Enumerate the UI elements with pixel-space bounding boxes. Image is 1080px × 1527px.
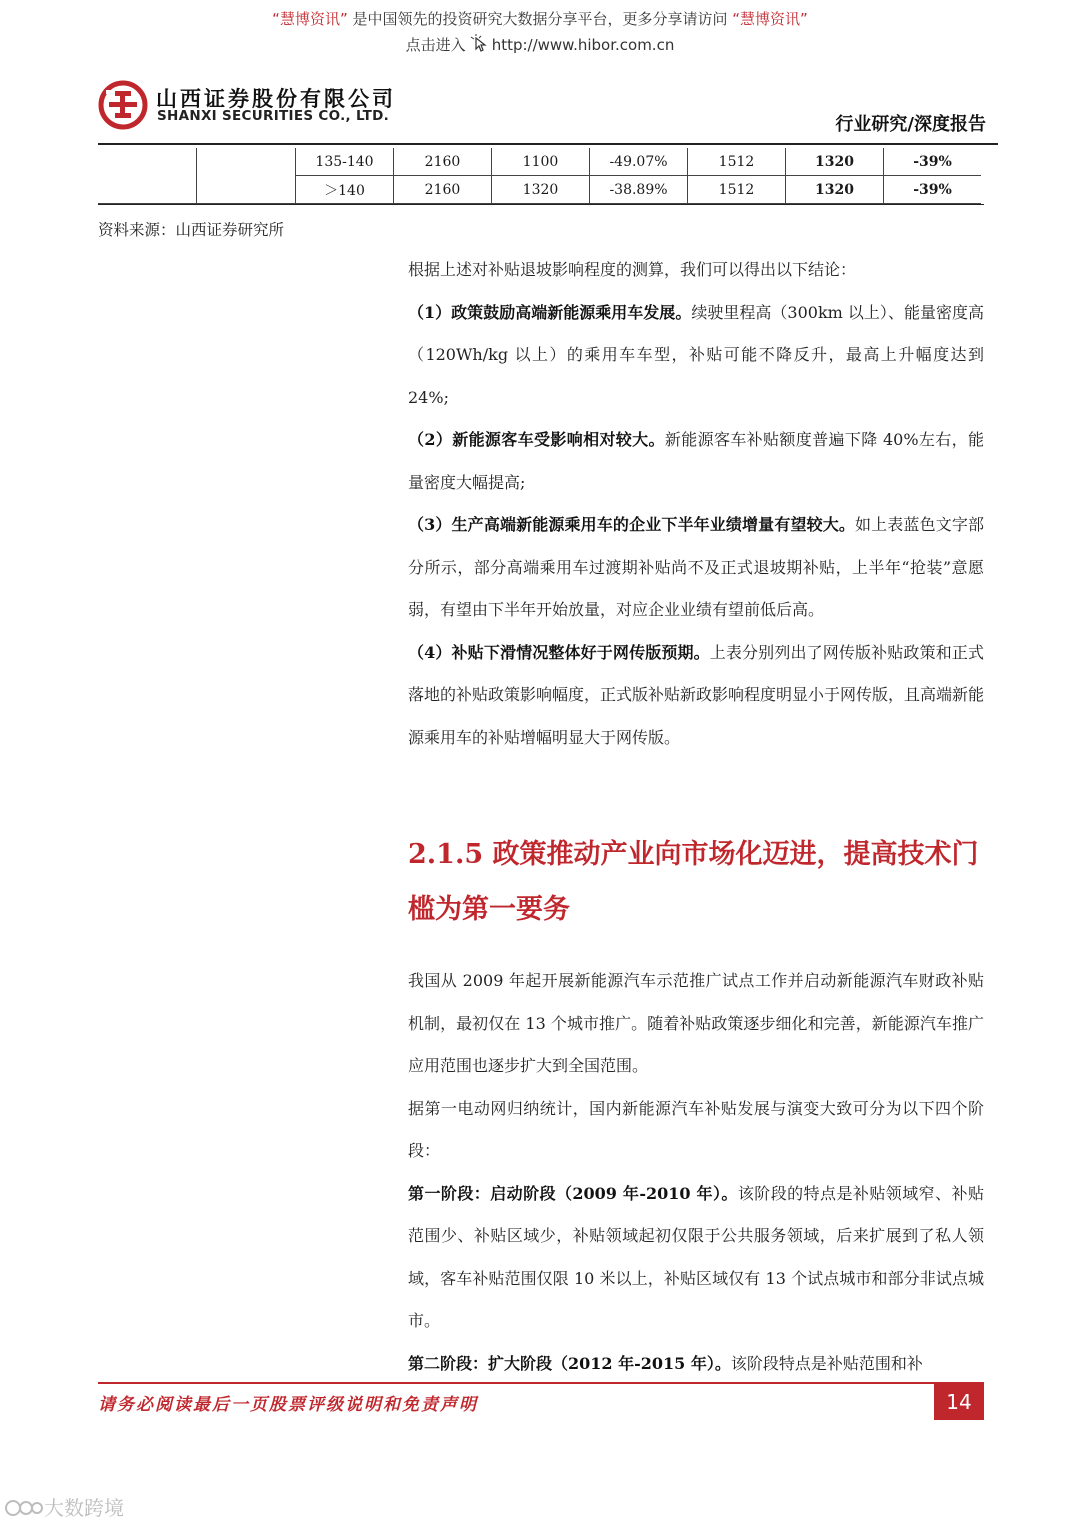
table-cell: -49.07% (590, 148, 688, 176)
report-type: 行业研究/深度报告 (835, 114, 986, 135)
conclusion-item-3 (408, 504, 984, 632)
table-cell: 1320 (786, 148, 884, 176)
table-cell: ＞140 (296, 176, 394, 204)
pointer-click-icon (468, 34, 490, 54)
conclusion-item-1 (408, 292, 984, 420)
stage-1 (408, 1173, 984, 1343)
conclusion-item-1-text: 续驶里程高（300km 以上）、能量密度高（120Wh/kg 以上）的乘用车车型，补贴可能不降反升，最高上升幅度达到 24%; (408, 302, 984, 407)
stage-1-heading: 第一阶段：启动阶段（2009 年-2010 年）。 (408, 1183, 738, 1203)
table-cell-empty (98, 148, 197, 204)
table-bottom-rule (98, 204, 984, 205)
conclusion-item-3-text: 如上表蓝色文字部分所示，部分高端乘用车过渡期补贴尚不及正式退坡期补贴，上半年“抢装”意愿弱，有望由下半年开始放量，对应企业业绩有望前低后高。 (408, 515, 984, 619)
section-body (408, 960, 984, 1385)
watermark-logo-icon (4, 1497, 44, 1519)
watermark (4, 1492, 124, 1521)
page-number: 14 (934, 1384, 984, 1420)
table-cell: -38.89% (590, 176, 688, 204)
promo-brand-2: “慧博资讯” (732, 10, 808, 28)
footer-disclaimer: 请务必阅读最后一页股票评级说明和免责声明 (98, 1395, 478, 1415)
footer-divider (98, 1382, 984, 1384)
header-divider (98, 143, 998, 145)
promo-text: 是中国领先的投资研究大数据分享平台，更多分享请访问 (347, 10, 733, 28)
table-cell: 1100 (492, 148, 590, 176)
conclusion-item-4-text: 上表分别列出了网传版补贴政策和正式落地的补贴政策影响幅度，正式版补贴新政影响程度明显小于网传版，且高端新能源乘用车的补贴增幅明显大于网传版。 (408, 642, 985, 747)
stage-2-text: 该阶段特点是补贴范围和补 (730, 1353, 923, 1373)
conclusion-item-4 (408, 632, 984, 760)
conclusion-item-1-heading: （1）政策鼓励高端新能源乘用车发展。 (408, 302, 692, 322)
table-cell: 1512 (688, 148, 786, 176)
source-note: 资料来源：山西证券研究所 (98, 221, 285, 239)
promo-enter[interactable]: 点击进入 (405, 36, 466, 54)
stage-2 (408, 1343, 984, 1386)
section-para-1: 我国从 2009 年起开展新能源汽车示范推广试点工作并启动新能源汽车财政补贴机制，最初仅在 13 个城市推广。随着补贴政策逐步细化和完善，新能源汽车推广应用范围也逐步扩大到全国范围。 (408, 971, 984, 1075)
stage-2-heading: 第二阶段：扩大阶段（2012 年-2015 年）。 (408, 1353, 731, 1373)
watermark-text: 大数跨境 (44, 1496, 124, 1520)
conclusion-item-2-text: 新能源客车补贴额度普遍下降 40%左右，能量密度大幅提高; (408, 430, 985, 492)
conclusion-item-2 (408, 419, 984, 504)
conclusions-block (408, 249, 984, 759)
table-cell: 135-140 (296, 148, 394, 176)
stage-1-text: 该阶段的特点是补贴领域窄、补贴范围少、补贴区域少，补贴领域起初仅限于公共服务领域，后来扩展到了私人领域，客车补贴范围仅限 10 米以上，补贴区域仅有 13 个试点城市和部分非试点城市。 (408, 1183, 984, 1330)
company-name-cn: 山西证券股份有限公司 (156, 87, 396, 111)
company-name-en: SHANXI SECURITIES CO., LTD. (157, 108, 390, 124)
promo-brand: “慧博资讯” (272, 10, 348, 28)
conclusions-intro: 根据上述对补贴退坡影响程度的测算，我们可以得出以下结论： (408, 260, 857, 279)
table-cell-empty (197, 148, 296, 204)
conclusion-item-4-heading: （4）补贴下滑情况整体好于网传版预期。 (408, 642, 710, 662)
section-para-2: 据第一电动网归纳统计，国内新能源汽车补贴发展与演变大致可分为以下四个阶段： (408, 1098, 984, 1160)
table-cell: 1512 (688, 176, 786, 204)
conclusion-item-3-heading: （3）生产高端新能源乘用车的企业下半年业绩增量有望较大。 (408, 515, 856, 534)
table-cell: -39% (884, 148, 982, 176)
promo-url-link[interactable]: http://www.hibor.com.cn (491, 36, 675, 54)
company-logo-icon (98, 80, 148, 130)
section-title: 2.1.5 政策推动产业向市场化迈进，提高技术门槛为第一要务 (408, 839, 979, 925)
table-cell: 2160 (394, 148, 492, 176)
table-row (98, 148, 981, 176)
promo-banner-line2[interactable] (0, 34, 1080, 55)
conclusion-item-2-heading: （2）新能源客车受影响相对较大。 (408, 430, 665, 449)
table-cell: 1320 (492, 176, 590, 204)
table-cell: -39% (884, 176, 982, 204)
subsidy-table (98, 148, 981, 204)
table-cell: 1320 (786, 176, 884, 204)
promo-banner-line1 (0, 8, 1080, 29)
table-cell: 2160 (394, 176, 492, 204)
